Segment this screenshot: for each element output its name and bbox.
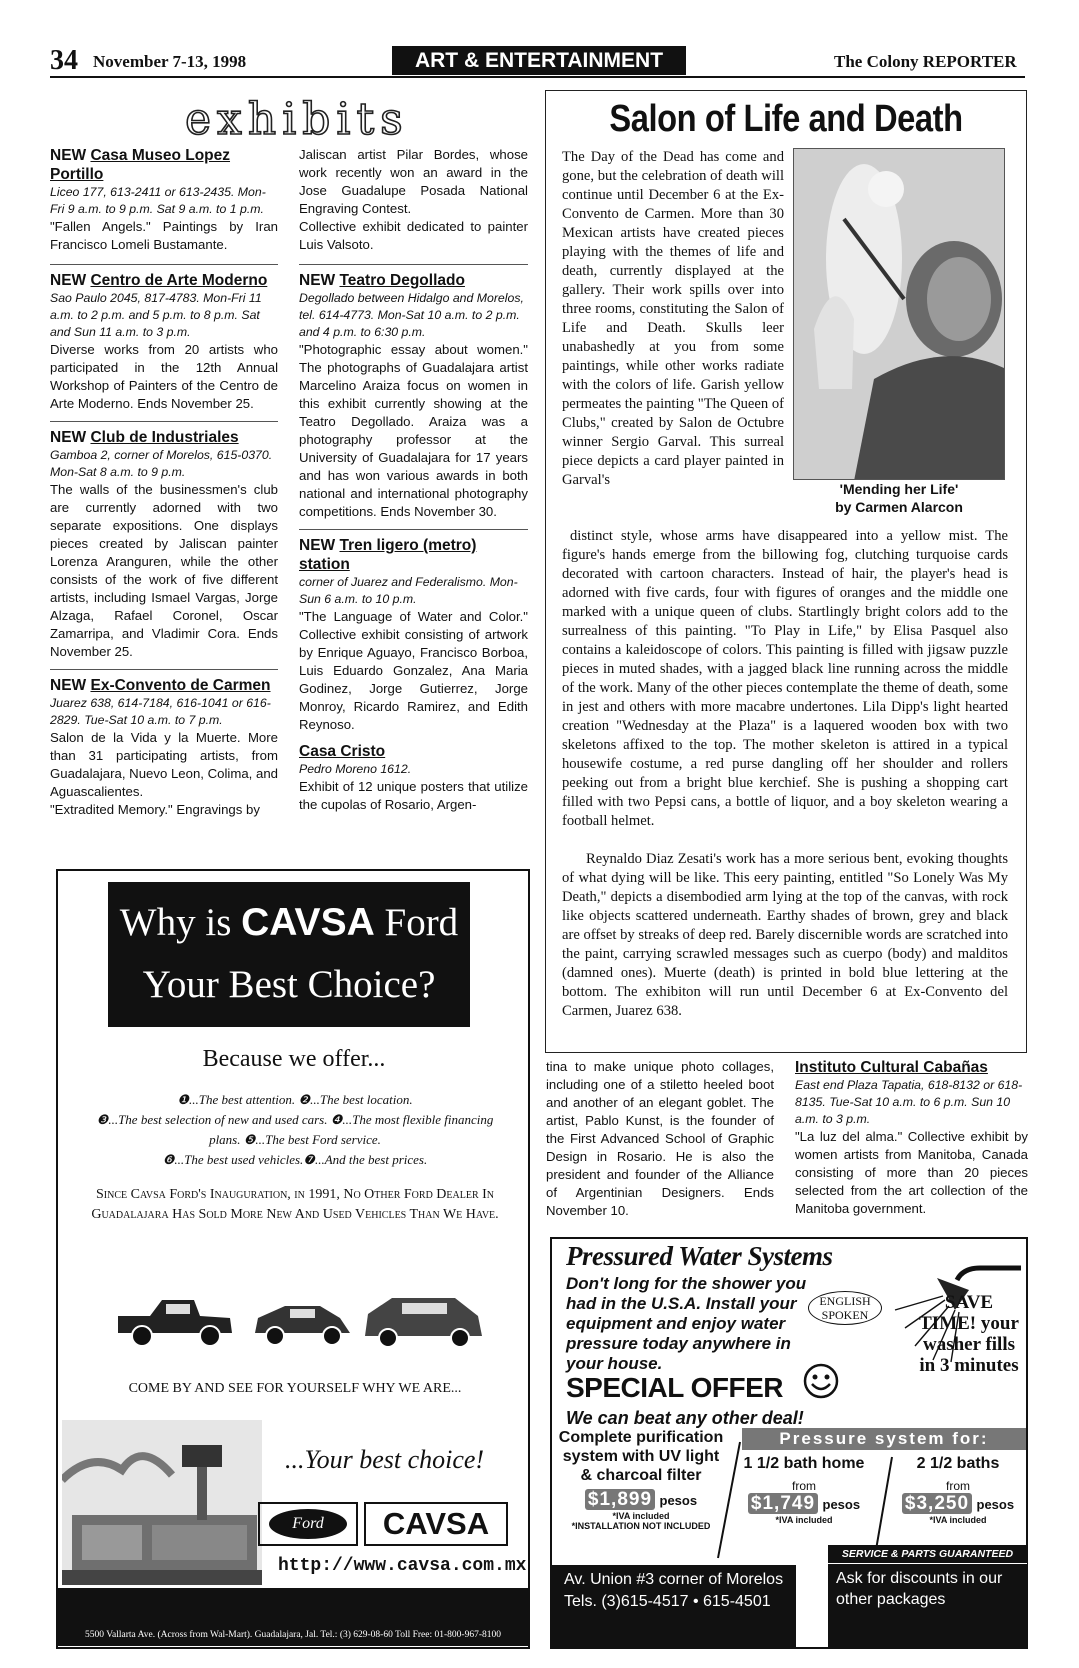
- listing-centro-arte: [50, 271, 278, 413]
- page-number: 34: [50, 45, 78, 76]
- listing-body: Collective exhibit dedicated to painter Luis Valsoto.: [299, 219, 528, 252]
- water-contact-box: [552, 1565, 796, 1647]
- offer-item: ...The most flexible financing plans.: [209, 1112, 494, 1147]
- bath-label: 2 1/2 baths: [916, 1455, 1000, 1472]
- listing-name: Casa Museo Lopez Portillo: [50, 147, 231, 183]
- listing-name: Ex-Convento de Carmen: [90, 677, 271, 694]
- iva-note: *IVA included: [775, 1515, 833, 1525]
- beat-any-deal: We can beat any other deal!: [566, 1408, 804, 1428]
- cavsa-url[interactable]: http://www.cavsa.com.mx: [278, 1556, 527, 1576]
- ford-oval-icon: Ford: [269, 1509, 347, 1539]
- listing-body: Exhibit of 12 unique posters that utilize the cupolas of Rosario, Argen-: [299, 779, 528, 812]
- iva-note: *IVA included: [612, 1511, 670, 1521]
- pressure-price-1: $1,749: [748, 1493, 818, 1514]
- listing-address: East end Plaza Tapatia, 618-8132 or 618-8135. Tue-Sat 10 a.m. to 6 p.m. Sun 10 a.m. to 3 p.m.: [795, 1078, 1023, 1126]
- listing-ex-convento: [50, 676, 278, 819]
- offer-item: ...The best selection of new and used cars.: [108, 1112, 331, 1127]
- new-tag: NEW: [50, 429, 87, 446]
- offer-item: ...The best Ford service.: [255, 1132, 381, 1147]
- purification-price: $1,899: [585, 1489, 655, 1510]
- new-tag: NEW: [50, 147, 87, 164]
- listing-body: Jaliscan artist Pilar Bordes, whose work recently won an award in the Jose Guadalupe Posada National Engraving Contest.: [299, 147, 528, 216]
- cavsa-footer-text: 5500 Vallarta Ave. (Across from Wal-Mart). Guadalajara, Jal. Tel.: (3) 629-08-60 Toll Free: 01-800-967-8100: [85, 1630, 501, 1640]
- offer-item: ...The best attention.: [189, 1092, 299, 1107]
- listing-body: Salon de la Vida y la Muerte. More than 31 participating artists, from Guadalajara, Nuevo Leon, Colima, and Aguascalientes.: [50, 730, 278, 799]
- issue-date: November 7-13, 1998: [93, 52, 247, 71]
- mending-her-life-photo: [793, 148, 1005, 480]
- publication-name: The Colony REPORTER: [834, 52, 1017, 71]
- cavsa-since-text: Since Cavsa Ford's Inauguration, in 1991, No Other Ford Dealer In Guadalajara Has Sold More New And Used Vehicles Than We Have.: [91, 1187, 499, 1222]
- cavsa-because: Because we offer...: [202, 1046, 386, 1072]
- listing-address: corner of Juarez and Federalismo. Mon-Sun 6 a.m. to 10 p.m.: [299, 575, 518, 606]
- purification-desc: Complete purification system with UV light & charcoal filter: [558, 1429, 724, 1484]
- listing-name: Tren ligero (metro) station: [299, 537, 477, 573]
- purification-offer: [556, 1428, 726, 1531]
- headline-text: Why is: [119, 901, 242, 944]
- listing-body: Diverse works from 20 artists who participated in the 12th Annual Workshop of Painters of the Centro de Arte Moderno. Ends November 25.: [50, 342, 278, 411]
- salon-article-title: Salon of Life and Death: [609, 98, 963, 140]
- listing-body: "Fallen Angels." Paintings by Iran Francisco Lomeli Bustamante.: [50, 219, 278, 252]
- listing-name: Teatro Degollado: [339, 272, 465, 289]
- offer-item: ...The best location.: [310, 1092, 413, 1107]
- exhibits-heading: exhibits: [185, 94, 409, 145]
- pesos-label: pesos: [659, 1493, 698, 1508]
- listing-rosario-continued: tina to make unique photo collages, including one of a stiletto heeled boot and another of an elegant goblet. The artist, Pablo Kunst, is the founder of the First Advanced School of Graphic Design in Rosario. He is also the president and founder of the Alliance of Argentinian Designers. Ends November 10.: [546, 1059, 774, 1218]
- listing-body: "The Language of Water and Color." Collective exhibit consisting of artwork by Enrique Aguayo, Francisco Borboa, Luis Eduardo Gonzalez, Ana Maria Godinez, Jorge Gutierrez, Jorge Monroy, Ricardo Ramirez, and Edith Reynoso.: [299, 609, 528, 732]
- listing-body-continued: "Extradited Memory." Engravings by: [50, 802, 260, 817]
- divider: [50, 669, 278, 670]
- new-tag: NEW: [50, 272, 87, 289]
- from-label: from: [792, 1479, 816, 1493]
- divider: [299, 529, 528, 530]
- listing-address: Degollado between Hidalgo and Morelos, tel. 614-4773. Mon-Sat 10 a.m. to 2 p.m. and 4 p.m. to 6:30 p.m.: [299, 291, 524, 339]
- pesos-label: pesos: [822, 1497, 861, 1512]
- photo-caption: [793, 480, 1005, 516]
- listings-column-1: [50, 146, 278, 819]
- water-phones: Tels. (3)615-4517 • 615-4501: [564, 1593, 771, 1610]
- water-ad-title: Pressured Water Systems: [566, 1241, 833, 1271]
- listing-address: Liceo 177, 613-2411 or 613-2435. Mon-Fri 9 a.m. to 9 p.m. Sat 9 a.m. to 1 p.m.: [50, 185, 266, 216]
- salon-paragraph-1b: distinct style, whose arms have disappeared into a yellow mist. The figure's hands emerge from the billowing fog, clutching turquoise cards decorated with cartoon characters. Instead of hair, the player's head is adorned with five cards, four with figures of oranges and the middle one marked with a unique queen of clubs. Startlingly bright colors add to the surrealness of this painting. "To Play in Life," by Elisa Pasquel also contains a kaleidoscope of colors. This painting is filled with jigsaw puzzle pieces in muted shades, with a jagged black line running across the middle of the work. Many of the other pieces contemplate the theme of death, some in jest and others with more macabre undertones. Lila Dipp's light hearted creation "Wednesday at the Plaza" is a laquered wooden box with two skeletons affixed to the top. The mother skeleton is attired in a typical housewife costume, a red purse dangling off her shoulder and rollers peeking out from a bright blue kerchief. She is pushing a shopping cart filled with two Pepsi cans, a bottle of liquor, and a boy skeleton wearing a football helmet.: [562, 528, 1008, 829]
- listing-address: Juarez 638, 614-7184, 616-1041 or 616-2829. Tue-Sat 10 a.m. to 7 p.m.: [50, 696, 271, 727]
- listing-club-industriales: [50, 428, 278, 661]
- listings-column-2: [299, 146, 528, 814]
- listing-name: Club de Industriales: [90, 429, 239, 446]
- cavsa-wordmark: CAVSA: [364, 1502, 508, 1546]
- listing-teatro: [299, 271, 528, 521]
- save-time-text: SAVE TIME! your washer fills in 3 minutes: [919, 1292, 1019, 1376]
- iva-note: *IVA included: [929, 1515, 987, 1525]
- listing-address: Pedro Moreno 1612.: [299, 762, 412, 776]
- new-tag: NEW: [299, 272, 336, 289]
- listing-body: "Photographic essay about women." The photographs of Guadalajara artist Marcelino Araiza focus on women in this exhibit currently showing at the Teatro Degollado. Araiza was a photography professor at the University of Guadalajara for 17 years and has won various awards in both national and international photography competitions. Ends November 30.: [299, 342, 528, 519]
- caption-artist: by Carmen Alarcon: [835, 499, 963, 515]
- water-guarantee-box: [828, 1545, 1027, 1647]
- salon-paragraph-2: Reynaldo Diaz Zesati's work has a more serious bent, evoking thoughts of what dying will be like. This eery painting, entitled "So Lonely Was My Death," depicts a disembodied arm lying at the top of the canvas, with rock like objects scattered underneath. Earthy shades of brown, grey and black are offset by streaks of deep red. Barely discernible words are scratched into the paint, carrying scrawled messages such as cuerpo (body) and malditos (damned ones). Muerte (death) is printed in bold blue lettering at the bottom. The exhibiton will run until December 6 at Ex-Convento del Carmen, Juarez 638.: [562, 851, 1008, 1019]
- dealership-photo: [62, 1420, 262, 1585]
- guarantee-text: SERVICE & PARTS GUARANTEED: [828, 1545, 1027, 1564]
- english-spoken-badge: ENGLISH SPOKEN: [808, 1291, 882, 1325]
- salon-paragraph-1a: The Day of the Dead has come and gone, but the celebration of death will continue until December 6 at the Ex-Convento de Carmen. More than 30 Mexican artists have created pieces playing with the themes of life and death, currently displayed at the gallery. Their work spills over into three rooms, constituting the Salon of Life and Death. Skulls leer unabashedly at you from some paintings, while other works radiate with the colors of life. Garish yellow permeates the painting "The Queen of Clubs," created by Salon de Octubre winner Sergio Garval. This surreal piece depicts a card player painted in Garval's: [562, 149, 784, 488]
- sedan-icon: [255, 1306, 350, 1345]
- listing-address: Gamboa 2, corner of Morelos, 615-0370. Mon-Sat 8 a.m. to 9 p.m.: [50, 448, 273, 479]
- pressure-offer-2: [890, 1455, 1026, 1525]
- divider: [50, 264, 278, 265]
- special-offer-heading: SPECIAL OFFER: [566, 1372, 784, 1403]
- caption-title: 'Mending her Life': [839, 481, 959, 497]
- listing-name: Casa Cristo: [299, 743, 386, 760]
- listing-tren: [299, 536, 528, 734]
- water-ad-subtitle: Don't long for the shower you had in the U.S.A. Install your equipment and enjoy water pressure today anywhere in your house.: [566, 1274, 807, 1373]
- divider: [50, 421, 278, 422]
- listing-casa-cristo: [299, 742, 528, 814]
- installation-note: *INSTALLATION NOT INCLUDED: [571, 1521, 711, 1531]
- listing-name: Instituto Cultural Cabañas: [795, 1059, 988, 1076]
- listing-cabanas: [795, 1058, 1028, 1218]
- water-address: Av. Union #3 corner of Morelos: [564, 1571, 784, 1588]
- header-rule: [50, 76, 1025, 78]
- cavsa-come-by: COME BY AND SEE FOR YOURSELF WHY WE ARE...: [128, 1381, 462, 1396]
- painting-illustration: [794, 149, 1005, 480]
- pressure-price-2: $3,250: [902, 1493, 972, 1514]
- cavsa-offer-list: ❶...The best attention. ❷...The best location. ❸...The best selection of new and used cars. ❹...The most flexible financing plans. ❺...The best Ford service. ❻...The best used vehicles.❼...And the best prices.: [96, 1092, 494, 1167]
- offer-item: ...And the best prices.: [314, 1152, 428, 1167]
- bath-label: 1 1/2 bath home: [743, 1455, 865, 1472]
- listing-body: The walls of the businessmen's club are currently adorned with two separate expositions. One displays pieces created by Jaliscan painter Lorenza Aranguren, while the other consists of the work of five different artists, including Ismael Vargas, Jorge Alzaga, Rafael Coronel, Oscar Zamarripa, and Vladimir Cora. Ends November 25.: [50, 482, 278, 659]
- new-tag: NEW: [50, 677, 87, 694]
- listing-address: Sao Paulo 2045, 817-4783. Mon-Fri 11 a.m. to 2 p.m. and 5 p.m. to 8 p.m. Sat and Sun 11 a.m. to 3 p.m.: [50, 291, 262, 339]
- cavsa-footer: [58, 1588, 528, 1646]
- from-label: from: [946, 1479, 970, 1493]
- cavsa-logo: [258, 1502, 508, 1546]
- headline-brand: CAVSA: [241, 901, 375, 944]
- vehicles-illustration: [110, 1278, 490, 1360]
- headline-text: Ford: [374, 901, 459, 944]
- headline-line-2: Your Best Choice?: [142, 963, 436, 1006]
- smiley-face-icon: [802, 1362, 840, 1400]
- pressure-offer-1: [734, 1455, 874, 1525]
- discount-text: Ask for discounts in our other packages: [836, 1570, 1003, 1608]
- pickup-truck-icon: [118, 1300, 232, 1346]
- offer-item: ...The best used vehicles.: [174, 1152, 304, 1167]
- minivan-icon: [365, 1298, 482, 1347]
- listing-casa-museo: [50, 146, 278, 254]
- listing-name: Centro de Arte Moderno: [90, 272, 268, 289]
- divider: [299, 264, 528, 265]
- listing-body: "La luz del alma." Collective exhibit by women artists from Manitoba, Canada consisting of more than 20 pieces selected from the art collection of the Manitoba government.: [795, 1129, 1028, 1216]
- pressure-system-banner: Pressure system for:: [742, 1428, 1026, 1450]
- new-tag: NEW: [299, 537, 336, 554]
- cavsa-headline: [108, 882, 470, 1027]
- pesos-label: pesos: [976, 1497, 1015, 1512]
- cavsa-best-choice: ...Your best choice!: [285, 1445, 485, 1474]
- section-banner: ART & ENTERTAINMENT: [392, 46, 686, 75]
